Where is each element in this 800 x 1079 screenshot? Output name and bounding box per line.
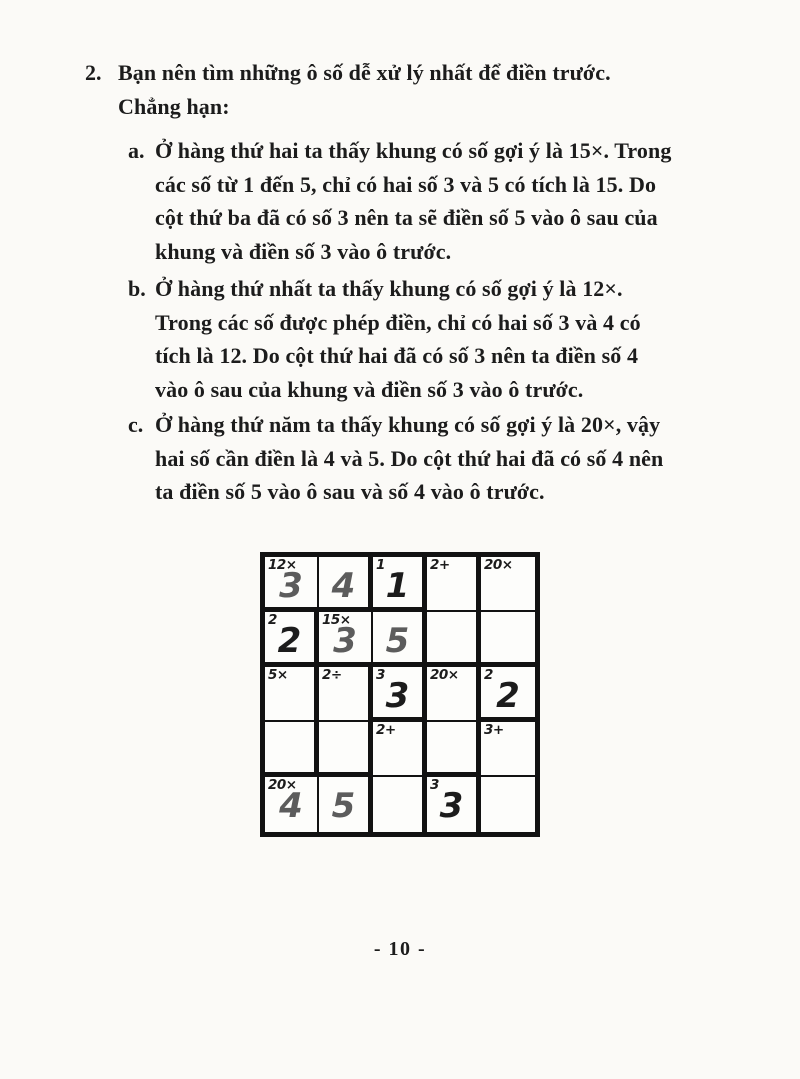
grid-cell-r1c5 — [481, 557, 535, 612]
cell-value: 5 — [385, 621, 410, 661]
grid-cell-r1c1 — [265, 557, 319, 612]
cell-value: 3 — [279, 566, 303, 606]
cell-value: 3 — [439, 786, 464, 826]
cell-value: 4 — [331, 566, 356, 606]
grid-cell-r3c2 — [319, 667, 373, 722]
grid-cell-r1c3 — [373, 557, 427, 612]
text-line: Ở hàng thứ nhất ta thấy khung có số gợi ý là 12×. — [155, 276, 623, 301]
text-line: cột thứ ba đã có số 3 nên ta sẽ điền số 5 vào ô sau của — [155, 205, 658, 230]
cell-value: 2 — [496, 676, 520, 716]
text-line: vào ô sau của khung và điền số 3 vào ô trước. — [155, 376, 584, 402]
cage-label: 2÷ — [322, 667, 342, 683]
page-number: - 10 - — [373, 938, 427, 960]
cage-label: 1 — [376, 557, 385, 573]
grid-cell-r5c4 — [427, 777, 481, 832]
grid-cell-r5c1 — [265, 777, 319, 832]
grid-cell-r2c5 — [481, 612, 535, 667]
cage-label: 3+ — [484, 722, 504, 738]
grid-cell-r3c1 — [265, 667, 319, 722]
text-line: hai số cần điền là 4 và 5. Do cột thứ hai đã có số 4 nên — [155, 445, 664, 471]
cell-value: 1 — [385, 566, 410, 606]
grid-cell-r4c2 — [319, 722, 373, 777]
text-line: Bạn nên tìm những ô số dễ xử lý nhất để điền trước. — [118, 60, 611, 85]
cage-label: 3 — [376, 667, 385, 683]
grid-cell-r5c3 — [373, 777, 427, 832]
item-2-text — [118, 56, 611, 123]
example-c-text — [155, 408, 740, 509]
cage-label: 5× — [268, 667, 288, 683]
cell-value: 3 — [333, 621, 357, 661]
example-b-marker: b. — [128, 276, 146, 301]
cell-value: 2 — [277, 621, 302, 661]
grid-cell-r4c5 — [481, 722, 535, 777]
cage-label: 2 — [268, 612, 277, 628]
text-line: Trong các số được phép điền, chỉ có hai số 3 và 4 có — [155, 309, 641, 335]
cage-label: 2 — [484, 667, 493, 683]
grid-cell-r1c2 — [319, 557, 373, 612]
text-line: tích là 12. Do cột thứ hai đã có số 3 nên ta điền số 4 — [155, 343, 639, 368]
example-c — [128, 408, 740, 509]
cage-label: 3 — [430, 777, 439, 793]
grid-cell-r4c3 — [373, 722, 427, 777]
grid-cell-r4c4 — [427, 722, 481, 777]
text-line: các số từ 1 đến 5, chỉ có hai số 3 và 5 có tích là 15. Do — [155, 171, 657, 197]
grid-cell-r2c3 — [373, 612, 427, 667]
cage-label: 15× — [322, 612, 351, 628]
item-2-number: 2. — [85, 60, 102, 85]
text-line: ta điền số 5 vào ô sau và số 4 vào ô trước. — [155, 479, 545, 504]
grid-cell-r2c4 — [427, 612, 481, 667]
text-line: khung và điền số 3 vào ô trước. — [155, 238, 452, 264]
grid-cell-r2c2 — [319, 612, 373, 667]
cage-label: 20× — [268, 777, 297, 793]
cage-label: 2+ — [376, 722, 396, 738]
grid-cell-r4c1 — [265, 722, 319, 777]
text-line: Ở hàng thứ hai ta thấy khung có số gợi ý là 15×. Trong — [155, 138, 672, 163]
cage-label: 20× — [430, 667, 459, 683]
cage-label: 12× — [268, 557, 297, 573]
grid-cell-r5c2 — [319, 777, 373, 832]
example-a-text — [155, 134, 740, 268]
cell-value: 4 — [279, 786, 303, 826]
grid-cell-r3c3 — [373, 667, 427, 722]
kenken-puzzle-grid — [260, 552, 540, 837]
example-b-text — [155, 272, 740, 406]
list-item-2 — [85, 56, 611, 123]
example-a-marker: a. — [128, 138, 145, 163]
example-a — [128, 134, 740, 268]
cell-value: 5 — [331, 786, 356, 826]
grid-cell-r2c1 — [265, 612, 319, 667]
example-c-marker: c. — [128, 412, 144, 437]
cell-value: 3 — [385, 676, 410, 716]
grid-cell-r3c5 — [481, 667, 535, 722]
text-line: Chẳng hạn: — [118, 93, 230, 119]
text-line: Ở hàng thứ năm ta thấy khung có số gợi ý là 20×, vậy — [155, 412, 661, 437]
grid-cell-r1c4 — [427, 557, 481, 612]
grid-cell-r3c4 — [427, 667, 481, 722]
example-b — [128, 272, 740, 406]
cage-label: 20× — [484, 557, 513, 573]
grid-cell-r5c5 — [481, 777, 535, 832]
cage-label: 2+ — [430, 557, 450, 573]
